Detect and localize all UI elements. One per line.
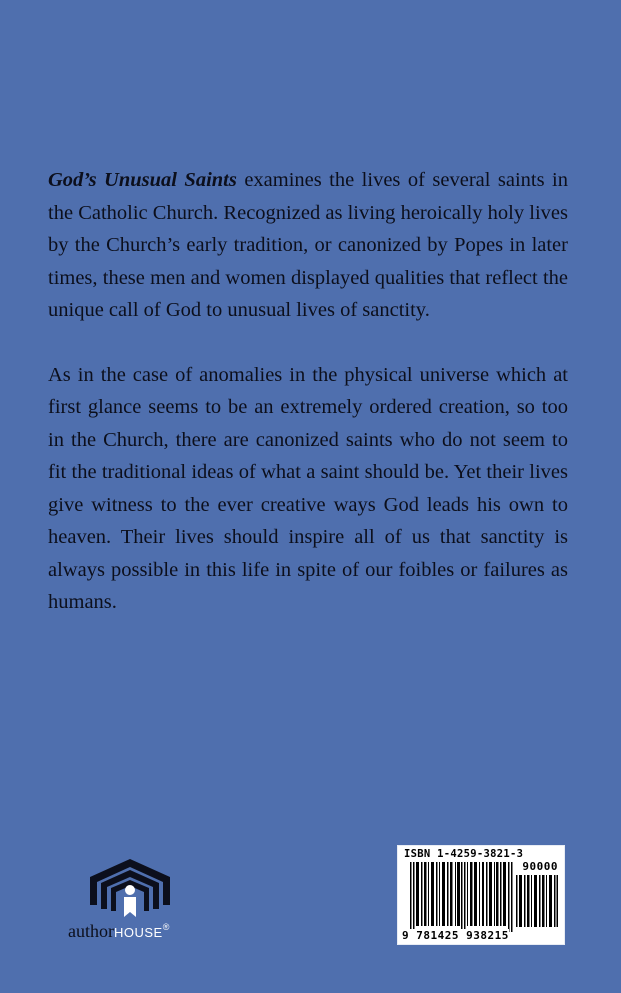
addon-barcode-bars-icon [516,875,558,927]
blurb-paragraph-1 [48,164,568,327]
barcode-bars-icon [410,862,514,932]
isbn-label: ISBN 1-4259-3821-3 [404,848,524,860]
blurb-paragraph-1-text: examines the lives of several saints in the Catholic Church. Recognized as living heroically holy lives by the Church’s early tradition, or canonized by Popes in later times, these men and women displayed qualities that reflect the unique call of God to unusual lives of sanctity. [48,169,568,321]
price-code: 90000 [522,860,558,873]
ean-digits: 9 781425 938215 [402,929,509,942]
authorhouse-logo-icon [60,855,200,917]
back-cover-blurb [48,164,568,619]
publisher-name: authorHOUSE® [68,921,170,941]
isbn-barcode [397,845,565,945]
publisher-logo [60,855,200,945]
book-title: God’s Unusual Saints [48,169,237,191]
blurb-paragraph-2: As in the case of anomalies in the physical universe which at first glance seems to be an extremely ordered creation, so too in the Church, there are canonized saints who do not seem to fit the traditional ideas of what a saint should be. Yet their lives give witness to the ever creative ways God leads his own to heaven. Their lives should inspire all of us that sanctity is always possible in this life in spite of our foibles or failures as humans. [48,363,568,613]
